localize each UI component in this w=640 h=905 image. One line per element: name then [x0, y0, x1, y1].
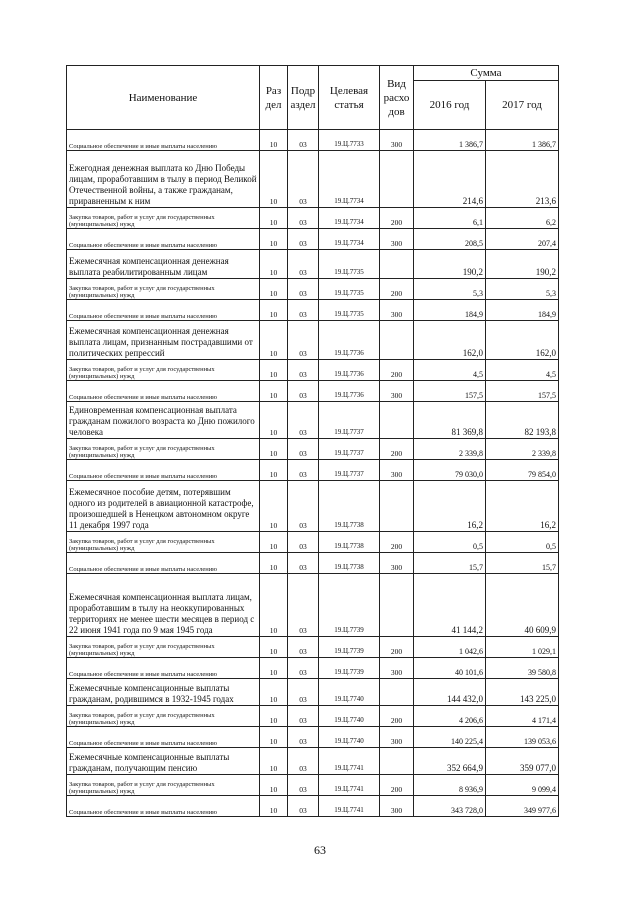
row-sum-2016: 5,3: [414, 279, 486, 300]
row-name: Ежемесячная компенсационная денежная выплата лицам, признанным пострадавшими от политических репрессий: [67, 321, 260, 360]
header-name: Наименование: [67, 66, 260, 130]
row-expense-type: [380, 574, 414, 637]
row-podrazdel: 03: [288, 130, 319, 151]
row-target-article: 19.Ц.7736: [319, 381, 380, 402]
row-podrazdel: 03: [288, 229, 319, 250]
row-razdel: 10: [260, 279, 288, 300]
row-target-article: 19.Ц.7741: [319, 748, 380, 775]
row-sum-2016: 162,0: [414, 321, 486, 360]
row-expense-type: 300: [380, 381, 414, 402]
row-sum-2016: 1 386,7: [414, 130, 486, 151]
table-row: [67, 748, 559, 775]
table-row: [67, 775, 559, 796]
row-podrazdel: 03: [288, 360, 319, 381]
row-podrazdel: 03: [288, 402, 319, 439]
row-target-article: 19.Ц.7739: [319, 637, 380, 658]
row-sum-2017: 190,2: [486, 250, 559, 279]
row-sum-2016: 214,6: [414, 151, 486, 208]
row-podrazdel: 03: [288, 250, 319, 279]
row-podrazdel: 03: [288, 553, 319, 574]
row-expense-type: 300: [380, 796, 414, 817]
row-sum-2017: 40 609,9: [486, 574, 559, 637]
row-razdel: 10: [260, 381, 288, 402]
row-sum-2017: 1 386,7: [486, 130, 559, 151]
row-sum-2017: 16,2: [486, 481, 559, 532]
row-name: Закупка товаров, работ и услуг для государственных (муниципальных) нужд: [67, 360, 260, 381]
row-sum-2017: 15,7: [486, 553, 559, 574]
row-razdel: 10: [260, 402, 288, 439]
row-target-article: 19.Ц.7737: [319, 439, 380, 460]
row-name: Закупка товаров, работ и услуг для государственных (муниципальных) нужд: [67, 637, 260, 658]
row-name: Закупка товаров, работ и услуг для государственных (муниципальных) нужд: [67, 532, 260, 553]
row-razdel: 10: [260, 460, 288, 481]
table-row: [67, 439, 559, 460]
row-target-article: 19.Ц.7738: [319, 553, 380, 574]
table-row: [67, 402, 559, 439]
table-row: [67, 553, 559, 574]
row-sum-2017: 79 854,0: [486, 460, 559, 481]
row-sum-2017: 184,9: [486, 300, 559, 321]
row-podrazdel: 03: [288, 279, 319, 300]
row-podrazdel: 03: [288, 151, 319, 208]
row-target-article: 19.Ц.7734: [319, 151, 380, 208]
row-target-article: 19.Ц.7740: [319, 679, 380, 706]
budget-table: [66, 65, 559, 817]
row-expense-type: 300: [380, 658, 414, 679]
row-sum-2016: 4 206,6: [414, 706, 486, 727]
row-sum-2016: 1 042,6: [414, 637, 486, 658]
row-podrazdel: 03: [288, 706, 319, 727]
table-row: [67, 151, 559, 208]
row-sum-2016: 343 728,0: [414, 796, 486, 817]
row-name: Закупка товаров, работ и услуг для государственных (муниципальных) нужд: [67, 208, 260, 229]
row-expense-type: 200: [380, 360, 414, 381]
row-sum-2017: 349 977,6: [486, 796, 559, 817]
row-podrazdel: 03: [288, 381, 319, 402]
row-razdel: 10: [260, 439, 288, 460]
row-razdel: 10: [260, 748, 288, 775]
table-row: [67, 130, 559, 151]
row-name: Социальное обеспечение и иные выплаты населению: [67, 130, 260, 151]
row-razdel: 10: [260, 637, 288, 658]
header-podrazdel: Подр аздел: [288, 66, 319, 130]
table-row: [67, 279, 559, 300]
table-row: [67, 360, 559, 381]
table-row: [67, 796, 559, 817]
row-target-article: 19.Ц.7733: [319, 130, 380, 151]
table-row: [67, 321, 559, 360]
row-sum-2016: 81 369,8: [414, 402, 486, 439]
row-sum-2017: 0,5: [486, 532, 559, 553]
table-row: [67, 727, 559, 748]
row-podrazdel: 03: [288, 679, 319, 706]
row-podrazdel: 03: [288, 775, 319, 796]
row-sum-2017: 213,6: [486, 151, 559, 208]
row-sum-2017: 4,5: [486, 360, 559, 381]
row-sum-2017: 4 171,4: [486, 706, 559, 727]
row-name: Закупка товаров, работ и услуг для государственных (муниципальных) нужд: [67, 775, 260, 796]
row-expense-type: 200: [380, 439, 414, 460]
row-sum-2017: 143 225,0: [486, 679, 559, 706]
table-row: [67, 637, 559, 658]
row-target-article: 19.Ц.7741: [319, 775, 380, 796]
row-sum-2017: 9 099,4: [486, 775, 559, 796]
row-expense-type: [380, 250, 414, 279]
row-razdel: 10: [260, 208, 288, 229]
row-expense-type: 300: [380, 727, 414, 748]
row-sum-2017: 162,0: [486, 321, 559, 360]
row-name: Социальное обеспечение и иные выплаты населению: [67, 229, 260, 250]
row-expense-type: [380, 151, 414, 208]
row-podrazdel: 03: [288, 460, 319, 481]
row-razdel: 10: [260, 321, 288, 360]
row-name: Ежемесячная компенсационная денежная выплата реабилитированным лицам: [67, 250, 260, 279]
row-podrazdel: 03: [288, 208, 319, 229]
row-podrazdel: 03: [288, 439, 319, 460]
table-row: [67, 300, 559, 321]
row-target-article: 19.Ц.7739: [319, 574, 380, 637]
row-sum-2016: 144 432,0: [414, 679, 486, 706]
row-name: Социальное обеспечение и иные выплаты населению: [67, 460, 260, 481]
row-target-article: 19.Ц.7736: [319, 360, 380, 381]
row-expense-type: [380, 481, 414, 532]
row-sum-2016: 157,5: [414, 381, 486, 402]
row-sum-2016: 15,7: [414, 553, 486, 574]
row-name: Закупка товаров, работ и услуг для государственных (муниципальных) нужд: [67, 706, 260, 727]
row-expense-type: [380, 679, 414, 706]
row-name: Социальное обеспечение и иные выплаты населению: [67, 300, 260, 321]
row-expense-type: 200: [380, 208, 414, 229]
row-sum-2016: 79 030,0: [414, 460, 486, 481]
row-name: Социальное обеспечение и иные выплаты населению: [67, 553, 260, 574]
row-podrazdel: 03: [288, 481, 319, 532]
row-sum-2016: 2 339,8: [414, 439, 486, 460]
row-podrazdel: 03: [288, 574, 319, 637]
row-sum-2017: 207,4: [486, 229, 559, 250]
row-expense-type: [380, 321, 414, 360]
row-expense-type: 300: [380, 553, 414, 574]
row-sum-2017: 139 053,6: [486, 727, 559, 748]
row-sum-2016: 352 664,9: [414, 748, 486, 775]
row-razdel: 10: [260, 130, 288, 151]
row-target-article: 19.Ц.7741: [319, 796, 380, 817]
row-sum-2016: 0,5: [414, 532, 486, 553]
row-name: Ежемесячное пособие детям, потерявшим одного из родителей в авиационной катастрофе, произошедшей в Ненецком автономном округе 11 декабря 1997 года: [67, 481, 260, 532]
row-expense-type: 200: [380, 775, 414, 796]
row-expense-type: [380, 748, 414, 775]
table-row: [67, 208, 559, 229]
row-target-article: 19.Ц.7739: [319, 658, 380, 679]
table-row: [67, 679, 559, 706]
row-razdel: 10: [260, 250, 288, 279]
table-row: [67, 229, 559, 250]
row-target-article: 19.Ц.7735: [319, 250, 380, 279]
row-podrazdel: 03: [288, 796, 319, 817]
table-row: [67, 381, 559, 402]
row-target-article: 19.Ц.7737: [319, 402, 380, 439]
row-sum-2017: 39 580,8: [486, 658, 559, 679]
header-expense-type: Вид расхо дов: [380, 66, 414, 130]
row-name: Ежегодная денежная выплата ко Дню Победы лицам, проработавшим в тылу в период Великой Отечественной войны, а также гражданам, приравненным к ним: [67, 151, 260, 208]
row-sum-2017: 359 077,0: [486, 748, 559, 775]
row-podrazdel: 03: [288, 321, 319, 360]
row-expense-type: 200: [380, 532, 414, 553]
row-razdel: 10: [260, 679, 288, 706]
row-podrazdel: 03: [288, 748, 319, 775]
header-year-2017: 2017 год: [486, 81, 559, 130]
row-razdel: 10: [260, 300, 288, 321]
table-row: [67, 706, 559, 727]
row-name: Единовременная компенсационная выплата гражданам пожилого возраста ко Дню пожилого человека: [67, 402, 260, 439]
header-razdel: Раз дел: [260, 66, 288, 130]
row-target-article: 19.Ц.7740: [319, 706, 380, 727]
row-razdel: 10: [260, 532, 288, 553]
row-razdel: 10: [260, 658, 288, 679]
row-target-article: 19.Ц.7734: [319, 229, 380, 250]
header-year-2016: 2016 год: [414, 81, 486, 130]
row-sum-2016: 140 225,4: [414, 727, 486, 748]
row-target-article: 19.Ц.7736: [319, 321, 380, 360]
table-row: [67, 658, 559, 679]
row-name: Ежемесячные компенсационные выплаты гражданам, родившимся в 1932-1945 годах: [67, 679, 260, 706]
row-expense-type: 200: [380, 637, 414, 658]
row-podrazdel: 03: [288, 727, 319, 748]
row-sum-2016: 6,1: [414, 208, 486, 229]
row-razdel: 10: [260, 360, 288, 381]
table-row: [67, 574, 559, 637]
row-sum-2017: 82 193,8: [486, 402, 559, 439]
row-podrazdel: 03: [288, 658, 319, 679]
row-podrazdel: 03: [288, 300, 319, 321]
row-name: Социальное обеспечение и иные выплаты населению: [67, 658, 260, 679]
row-razdel: 10: [260, 796, 288, 817]
row-name: Ежемесячная компенсационная выплата лицам, проработавшим в тылу на неоккупированных территориях не менее шести месяцев в период с 22 июня 1941 года по 9 мая 1945 года: [67, 574, 260, 637]
row-target-article: 19.Ц.7735: [319, 300, 380, 321]
row-sum-2016: 40 101,6: [414, 658, 486, 679]
row-sum-2016: 16,2: [414, 481, 486, 532]
table-row: [67, 460, 559, 481]
row-sum-2016: 8 936,9: [414, 775, 486, 796]
row-podrazdel: 03: [288, 532, 319, 553]
row-name: Закупка товаров, работ и услуг для государственных (муниципальных) нужд: [67, 439, 260, 460]
row-name: Социальное обеспечение и иные выплаты населению: [67, 727, 260, 748]
row-expense-type: 300: [380, 300, 414, 321]
table-row: [67, 532, 559, 553]
row-target-article: 19.Ц.7740: [319, 727, 380, 748]
row-razdel: 10: [260, 706, 288, 727]
table-row: [67, 250, 559, 279]
row-razdel: 10: [260, 727, 288, 748]
row-razdel: 10: [260, 229, 288, 250]
row-sum-2016: 190,2: [414, 250, 486, 279]
header-sum: Сумма: [414, 66, 559, 81]
row-sum-2017: 2 339,8: [486, 439, 559, 460]
row-target-article: 19.Ц.7738: [319, 481, 380, 532]
row-expense-type: 300: [380, 130, 414, 151]
row-expense-type: 300: [380, 229, 414, 250]
row-razdel: 10: [260, 553, 288, 574]
table-body: [67, 130, 559, 817]
row-name: Закупка товаров, работ и услуг для государственных (муниципальных) нужд: [67, 279, 260, 300]
row-podrazdel: 03: [288, 637, 319, 658]
row-sum-2017: 5,3: [486, 279, 559, 300]
row-sum-2017: 6,2: [486, 208, 559, 229]
row-expense-type: [380, 402, 414, 439]
row-sum-2016: 41 144,2: [414, 574, 486, 637]
table-row: [67, 481, 559, 532]
page-number: 63: [314, 843, 326, 857]
row-sum-2016: 4,5: [414, 360, 486, 381]
row-razdel: 10: [260, 775, 288, 796]
row-target-article: 19.Ц.7734: [319, 208, 380, 229]
row-name: Социальное обеспечение и иные выплаты населению: [67, 796, 260, 817]
row-expense-type: 200: [380, 706, 414, 727]
row-sum-2017: 1 029,1: [486, 637, 559, 658]
row-target-article: 19.Ц.7735: [319, 279, 380, 300]
row-expense-type: 300: [380, 460, 414, 481]
row-sum-2016: 184,9: [414, 300, 486, 321]
row-razdel: 10: [260, 481, 288, 532]
row-target-article: 19.Ц.7737: [319, 460, 380, 481]
header-target-article: Целевая статья: [319, 66, 380, 130]
row-name: Социальное обеспечение и иные выплаты населению: [67, 381, 260, 402]
row-sum-2016: 208,5: [414, 229, 486, 250]
row-razdel: 10: [260, 574, 288, 637]
table-header: [67, 66, 559, 130]
row-sum-2017: 157,5: [486, 381, 559, 402]
row-expense-type: 200: [380, 279, 414, 300]
row-razdel: 10: [260, 151, 288, 208]
row-name: Ежемесячные компенсационные выплаты гражданам, получающим пенсию: [67, 748, 260, 775]
row-target-article: 19.Ц.7738: [319, 532, 380, 553]
